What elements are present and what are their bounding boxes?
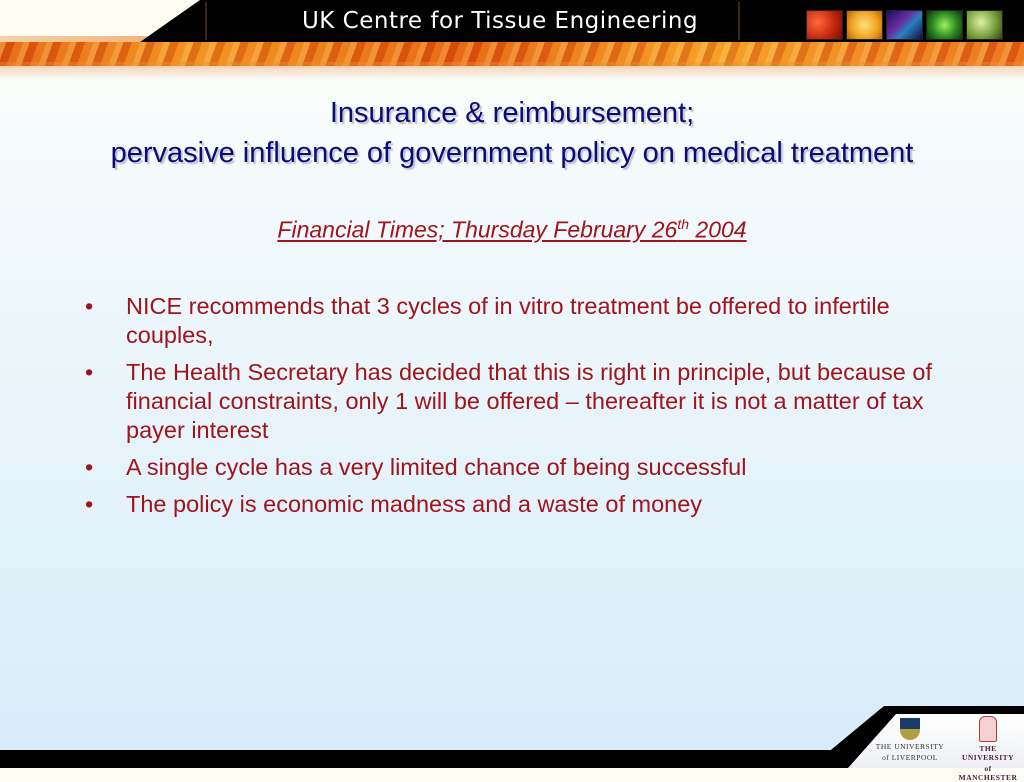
university-of-manchester-logo [956,716,1020,782]
bullet-text: The policy is economic madness and a waste of money [126,491,703,517]
tissue-image-thumbnail [846,10,883,40]
university-of-liverpool-logo [872,718,948,766]
bullet-item [85,490,945,519]
tissue-image-thumbnail [806,10,843,40]
bullet-item [85,453,945,482]
manchester-logo-line-1: THE UNIVERSITY [961,744,1015,762]
slide-subtitle [0,216,1024,244]
tissue-image-thumbnail [966,10,1003,40]
subtitle-text: Financial Times; Thursday February 26 [277,216,678,243]
bullet-dot: • [85,454,94,480]
bullet-dot: • [85,359,94,385]
subtitle-superscript: th [677,216,690,232]
bullet-dot: • [85,293,94,319]
header-title: UK Centre for Tissue Engineering [301,8,699,34]
bullet-item [85,292,945,350]
tissue-image-thumbnail [886,10,923,40]
slide-title-line-2: pervasive influence of government policy on medical treatment [110,137,914,169]
tissue-image-thumbnail [926,10,963,40]
manchester-logo-line-2: of MANCHESTER [958,764,1018,782]
slide-title-line-1: Insurance & reimbursement; [329,97,695,129]
liverpool-crest-icon [900,718,920,740]
bullet-dot: • [85,491,94,517]
header-fade [0,62,1024,80]
bullet-text: A single cycle has a very limited chance of being successful [126,454,747,480]
bullet-text: NICE recommends that 3 cycles of in vitro treatment be offered to infertile couples, [126,293,890,348]
bullet-item [85,358,945,445]
slide-title [0,93,1024,173]
liverpool-logo-line-1: THE UNIVERSITY [875,742,945,751]
bullet-list [85,292,945,527]
subtitle-year: 2004 [689,216,747,243]
bullet-text: The Health Secretary has decided that this is right in principle, but because of financial constraints, only 1 will be offered – thereafter it is not a matter of tax payer interest [126,359,932,443]
header-thumbnails [806,10,1003,40]
header-divider-left [205,2,207,40]
manchester-crest-icon [979,716,997,742]
liverpool-logo-line-2: of LIVERPOOL [882,753,938,762]
